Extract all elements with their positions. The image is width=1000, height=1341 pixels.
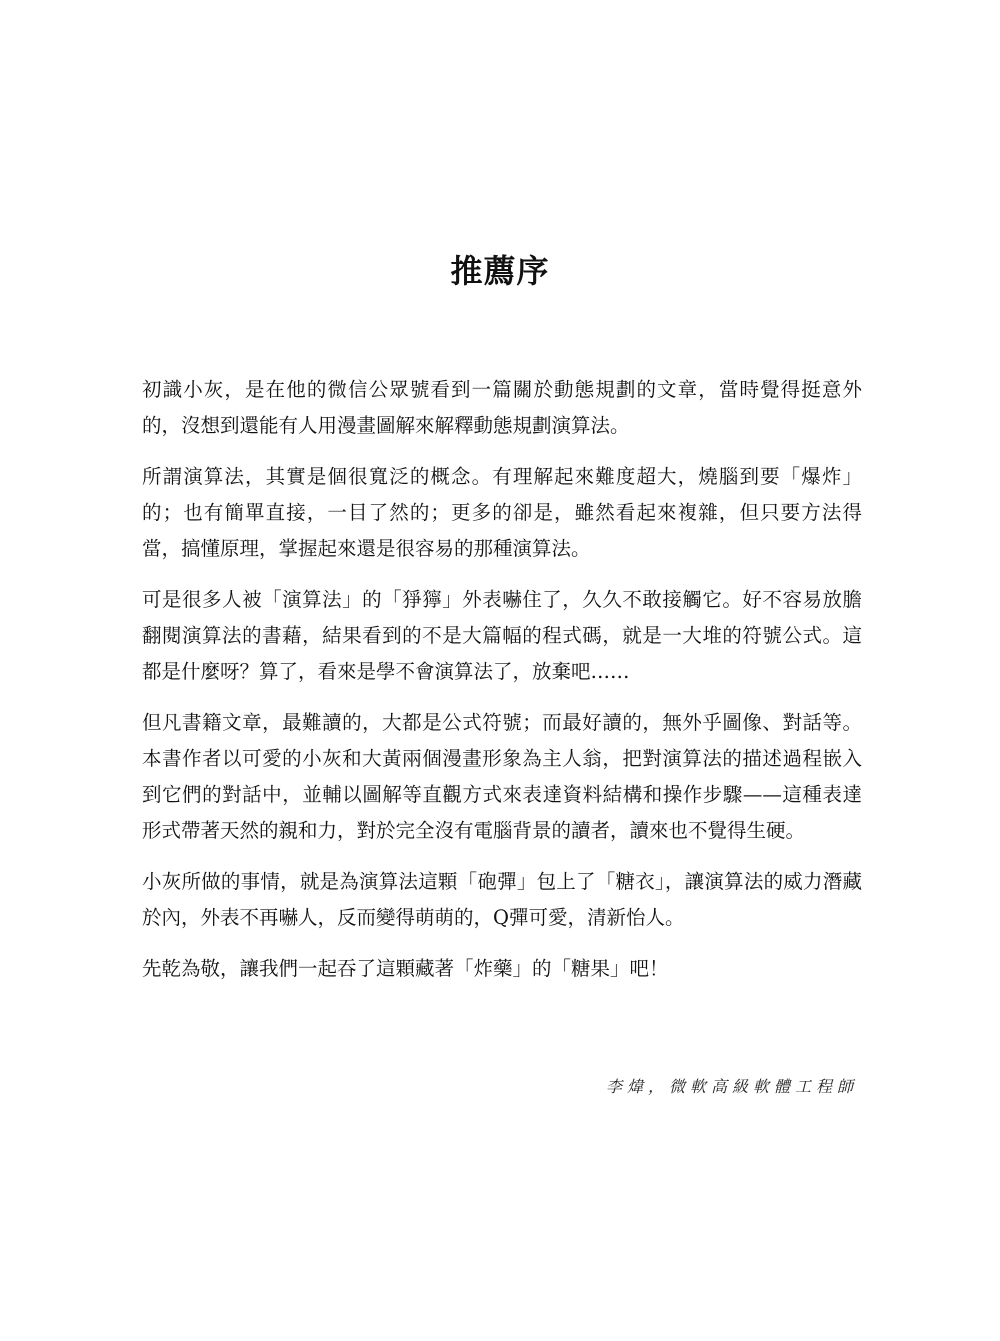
- author-signature: 李煒，微軟高級軟體工程師: [605, 1077, 858, 1096]
- foreword-body: [142, 372, 862, 1002]
- paragraph-3: 可是很多人被「演算法」的「猙獰」外表嚇住了，久久不敢接觸它。好不容易放膽翻閱演算法的書藉，結果看到的不是大篇幅的程式碼，就是一大堆的符號公式。這都是什麼呀？算了，看來是學不會演算法了，放棄吧……: [142, 588, 862, 683]
- paragraph-2: 所謂演算法，其實是個很寬泛的概念。有理解起來難度超大，燒腦到要「爆炸」的；也有簡單直接，一目了然的；更多的卻是，雖然看起來複雜，但只要方法得當，搞懂原理，掌握起來還是很容易的那種演算法。: [142, 465, 862, 560]
- paragraph-5: 小灰所做的事情，就是為演算法這顆「砲彈」包上了「糖衣」，讓演算法的威力潛藏於內，外表不再嚇人，反而變得萌萌的，Q彈可愛，清新怡人。: [142, 870, 862, 929]
- paragraph-6: 先乾為敬，讓我們一起吞了這顆藏著「炸藥」的「糖果」吧！: [142, 957, 669, 980]
- paragraph-1: 初識小灰，是在他的微信公眾號看到一篇關於動態規劃的文章，當時覺得挺意外的，沒想到還能有人用漫畫圖解來解釋動態規劃演算法。: [142, 378, 862, 437]
- paragraph-4: 但凡書籍文章，最難讀的，大都是公式符號；而最好讀的，無外乎圖像、對話等。本書作者以可愛的小灰和大黃兩個漫畫形象為主人翁，把對演算法的描述過程嵌入到它們的對話中，並輔以圖解等直觀方式來表達資料結構和操作步驟——這種表達形式帶著天然的親和力，對於完全沒有電腦背景的讀者，讀來也不覺得生硬。: [142, 711, 862, 842]
- page-title: 推薦序: [450, 252, 550, 290]
